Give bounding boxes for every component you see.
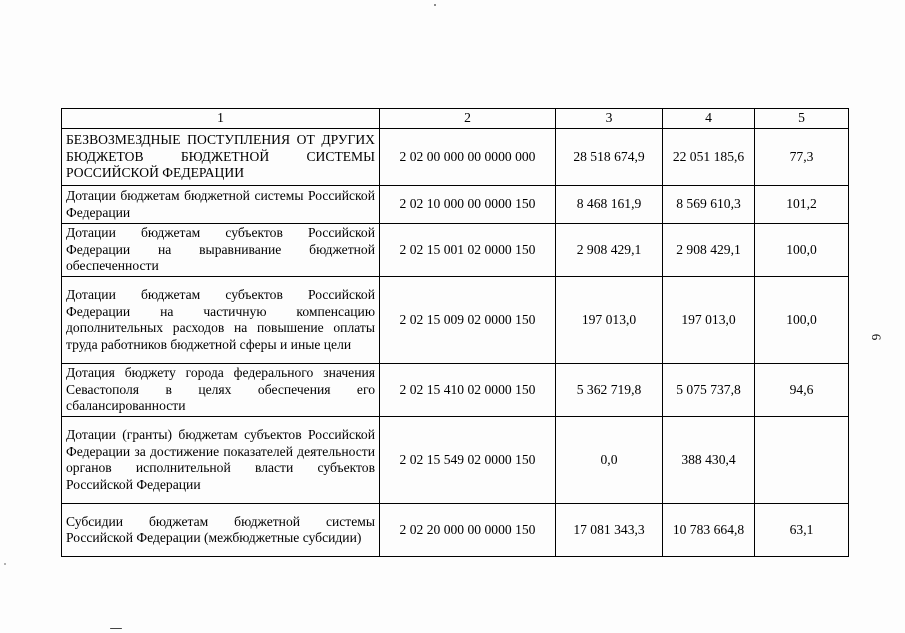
table-row [62, 417, 849, 504]
budget-code-cell: 2 02 15 009 02 0000 150 [380, 277, 556, 364]
scan-speck [110, 628, 122, 629]
value-cell: 5 075 737,8 [663, 364, 755, 417]
percent-cell: 77,3 [755, 129, 849, 186]
value-cell: 197 013,0 [556, 277, 663, 364]
percent-cell: 63,1 [755, 504, 849, 557]
revenue-name-cell: Дотации бюджетам бюджетной системы Российской Федерации [62, 186, 380, 224]
value-cell: 2 908 429,1 [663, 224, 755, 277]
column-number-header: 2 [380, 109, 556, 129]
revenue-name-cell: Дотации (гранты) бюджетам субъектов Российской Федерации за достижение показателей деятельности органов исполнительной власти субъектов Российской Федерации [62, 417, 380, 504]
budget-code-cell: 2 02 15 549 02 0000 150 [380, 417, 556, 504]
percent-cell: 94,6 [755, 364, 849, 417]
table-row [62, 129, 849, 186]
table-row [62, 277, 849, 364]
percent-cell [755, 417, 849, 504]
column-number-header: 1 [62, 109, 380, 129]
budget-code-cell: 2 02 10 000 00 0000 150 [380, 186, 556, 224]
percent-cell: 100,0 [755, 277, 849, 364]
value-cell: 8 468 161,9 [556, 186, 663, 224]
column-number-header: 4 [663, 109, 755, 129]
percent-cell: 101,2 [755, 186, 849, 224]
column-number-header: 5 [755, 109, 849, 129]
revenue-name-cell: Дотации бюджетам субъектов Российской Федерации на выравнивание бюджетной обеспеченности [62, 224, 380, 277]
revenue-name-cell: Дотации бюджетам субъектов Российской Федерации на частичную компенсацию дополнительных расходов на повышение оплаты труда работников бюджетной сферы и иные цели [62, 277, 380, 364]
value-cell: 8 569 610,3 [663, 186, 755, 224]
revenue-name-cell: Дотация бюджету города федерального значения Севастополя в целях обеспечения его сбалансированности [62, 364, 380, 417]
table-row [62, 186, 849, 224]
budget-code-cell: 2 02 15 001 02 0000 150 [380, 224, 556, 277]
value-cell: 28 518 674,9 [556, 129, 663, 186]
value-cell: 10 783 664,8 [663, 504, 755, 557]
column-number-header: 3 [556, 109, 663, 129]
value-cell: 0,0 [556, 417, 663, 504]
value-cell: 17 081 343,3 [556, 504, 663, 557]
value-cell: 22 051 185,6 [663, 129, 755, 186]
budget-code-cell: 2 02 20 000 00 0000 150 [380, 504, 556, 557]
page-number: 6 [869, 333, 884, 341]
table-row [62, 224, 849, 277]
scan-speck [4, 563, 6, 565]
table-row [62, 504, 849, 557]
value-cell: 5 362 719,8 [556, 364, 663, 417]
value-cell: 388 430,4 [663, 417, 755, 504]
budget-code-cell: 2 02 00 000 00 0000 000 [380, 129, 556, 186]
scan-speck [434, 4, 436, 6]
value-cell: 2 908 429,1 [556, 224, 663, 277]
revenue-name-cell: Субсидии бюджетам бюджетной системы Российской Федерации (межбюджетные субсидии) [62, 504, 380, 557]
budget-revenue-table [61, 108, 849, 557]
value-cell: 197 013,0 [663, 277, 755, 364]
table-row [62, 364, 849, 417]
table-header-row [62, 109, 849, 129]
budget-code-cell: 2 02 15 410 02 0000 150 [380, 364, 556, 417]
percent-cell: 100,0 [755, 224, 849, 277]
revenue-name-cell: БЕЗВОЗМЕЗДНЫЕ ПОСТУПЛЕНИЯ ОТ ДРУГИХ БЮДЖЕТОВ БЮДЖЕТНОЙ СИСТЕМЫ РОССИЙСКОЙ ФЕДЕРАЦИИ [62, 129, 380, 186]
